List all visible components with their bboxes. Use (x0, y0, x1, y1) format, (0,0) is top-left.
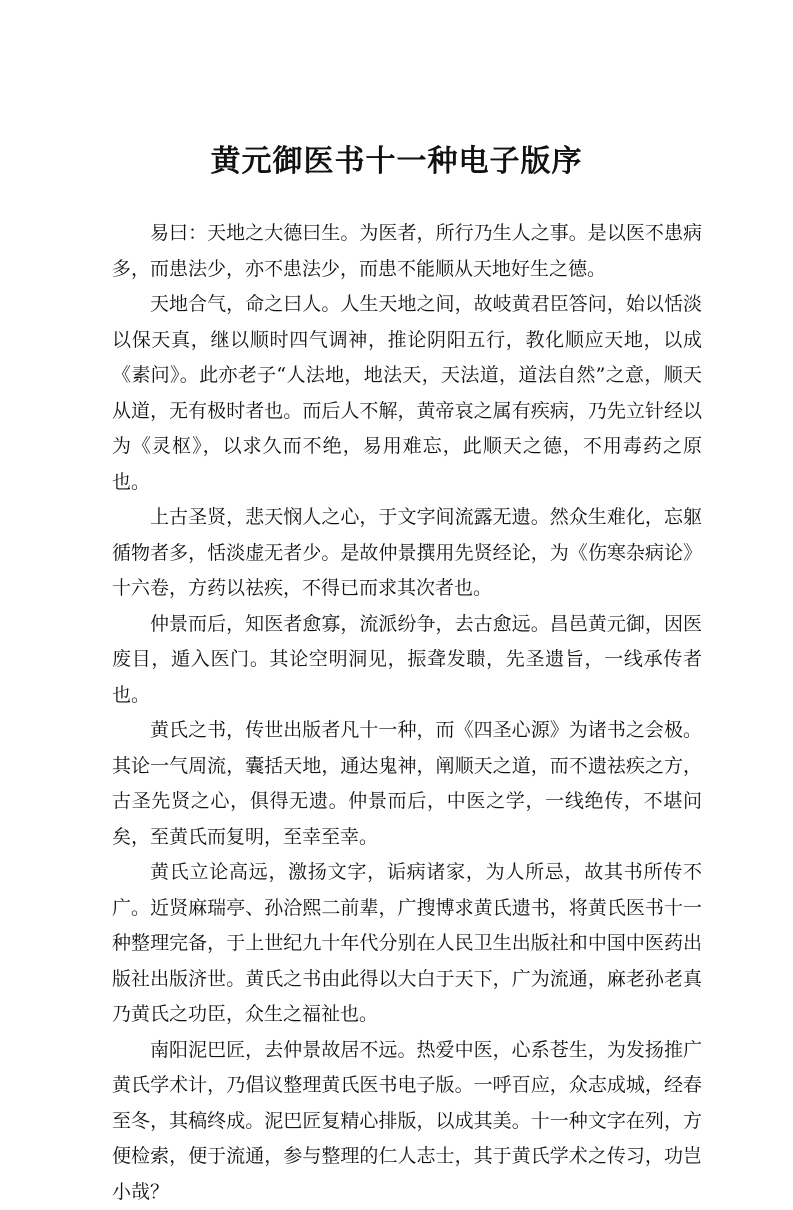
paragraph-1: 易曰：天地之大德曰生。为医者，所行乃生人之事。是以医不患病多，而患法少，亦不患法少，而患不能顺从天地好生之德。 (112, 216, 702, 287)
paragraph-7: 南阳泥巴匠，去仲景故居不远。热爱中医，心系苍生，为发扬推广黄氏学术计，乃倡议整理黄氏医书电子版。一呼百应，众志成城，经春至冬，其稿终成。泥巴匠复精心排版，以成其美。十一种文字在列，方便检索，便于流通，参与整理的仁人志士，其于黄氏学术之传习，功岂小哉？ (112, 1033, 702, 1210)
paragraph-5: 黄氏之书，传世出版者凡十一种，而《四圣心源》为诸书之会极。其论一气周流，囊括天地，通达鬼神，阐顺天之道，而不遗祛疾之方，古圣先贤之心，俱得无遗。仲景而后，中医之学，一线绝传，不堪问矣，至黄氏而复明，至幸至幸。 (112, 713, 702, 855)
preface-body (112, 216, 702, 1210)
paragraph-6: 黄氏立论高远，激扬文字，诟病诸家，为人所忌，故其书所传不广。近贤麻瑞亭、孙洽熙二前辈，广搜博求黄氏遗书，将黄氏医书十一种整理完备，于上世纪九十年代分别在人民卫生出版社和中国中医药出版社出版济世。黄氏之书由此得以大白于天下，广为流通，麻老孙老真乃黄氏之功臣，众生之福祉也。 (112, 855, 702, 1033)
paragraph-4: 仲景而后，知医者愈寡，流派纷争，去古愈远。昌邑黄元御，因医废目，遁入医门。其论空明洞见，振聋发聩，先圣遗旨，一线承传者也。 (112, 607, 702, 714)
paragraph-2: 天地合气，命之曰人。人生天地之间，故岐黄君臣答问，始以恬淡以保天真，继以顺时四气调神，推论阴阳五行，教化顺应天地，以成《素问》。此亦老子“人法地，地法天，天法道，道法自然”之意，顺天从道，无有极时者也。而后人不解，黄帝哀之属有疾病，乃先立针经以为《灵枢》，以求久而不绝，易用难忘，此顺天之德，不用毒药之原也。 (112, 287, 702, 500)
page-title: 黄元御医书十一种电子版序 (0, 142, 793, 182)
paragraph-3: 上古圣贤，悲天悯人之心，于文字间流露无遗。然众生难化，忘躯循物者多，恬淡虚无者少。是故仲景撰用先贤经论，为《伤寒杂病论》十六卷，方药以祛疾，不得已而求其次者也。 (112, 500, 702, 607)
